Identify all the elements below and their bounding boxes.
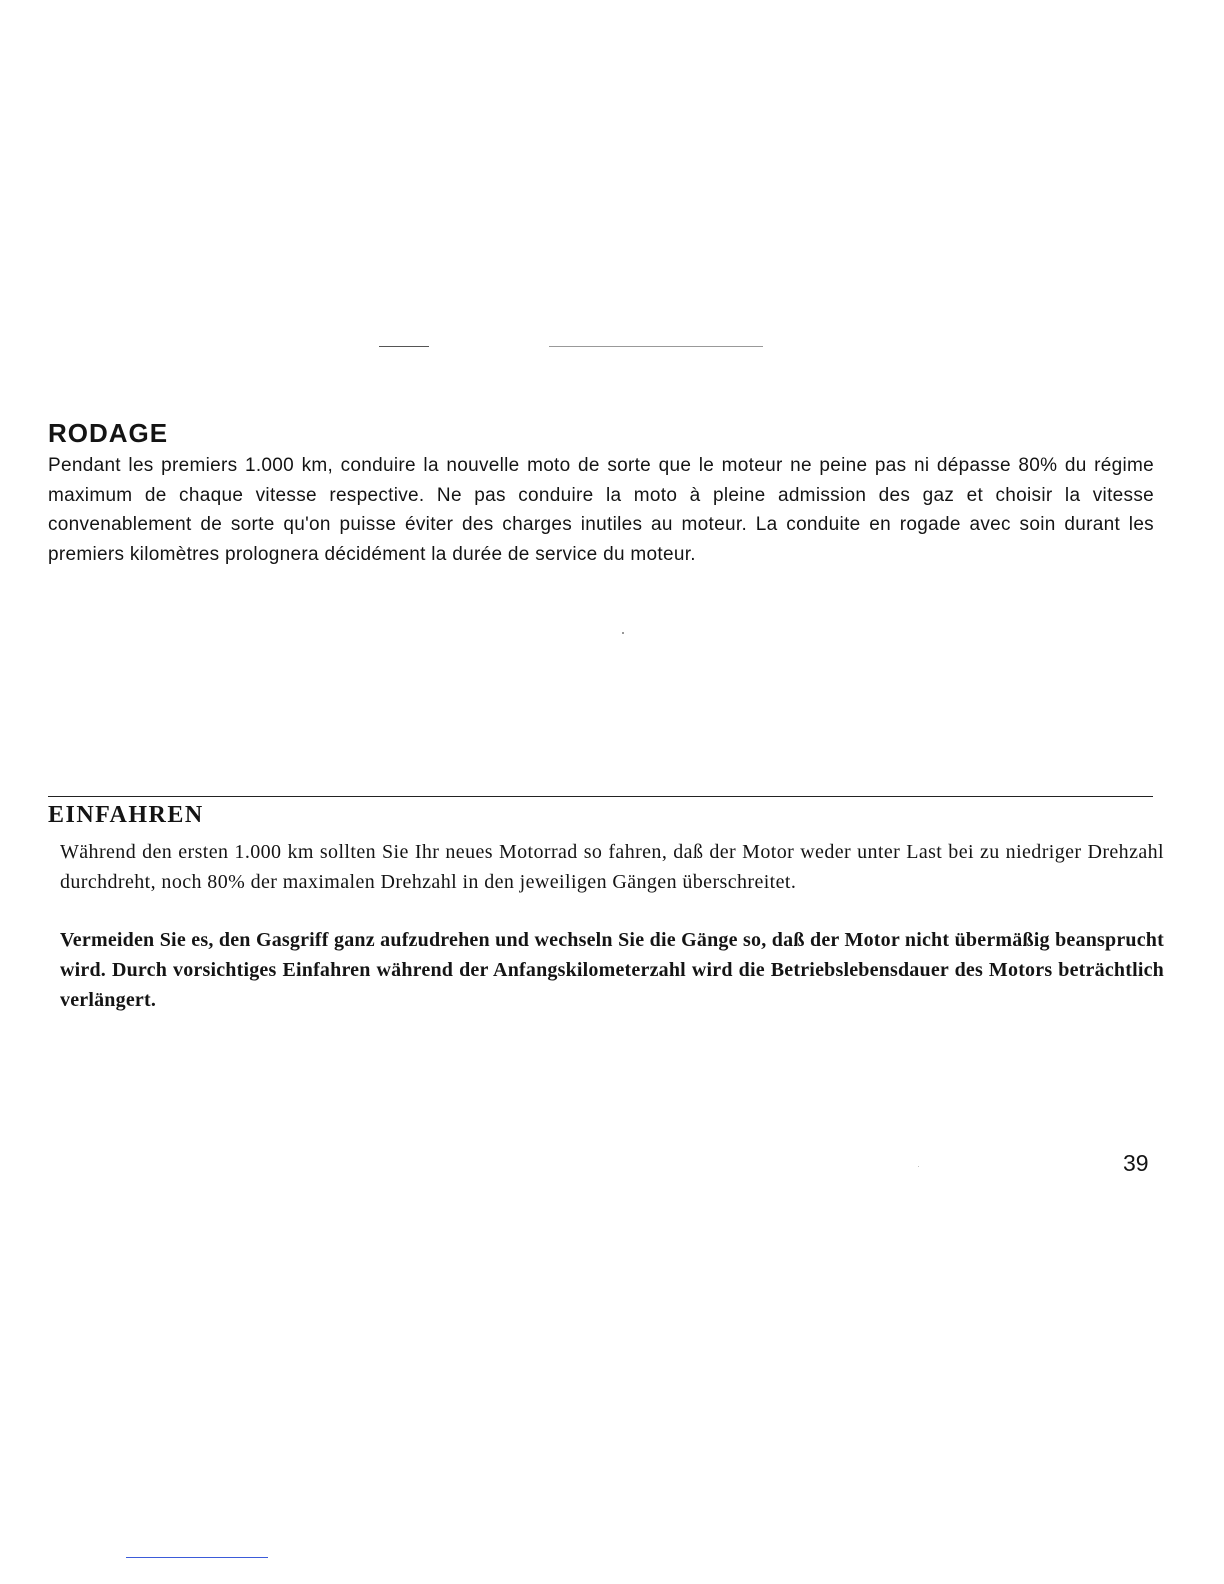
paragraph-einfahren: Während den ersten 1.000 km sollten Sie Ihr neues Motorrad so fahren, daß der Motor weder unter Last bei zu niedriger Drehzahl durchdreht, noch 80% der maximalen Drehzahl in den jeweiligen Gängen überschreitet. [60, 841, 1164, 893]
section-title-einfahren: EINFAHREN [48, 802, 204, 828]
paragraph-rodage: Pendant les premiers 1.000 km, conduire la nouvelle moto de sorte que le moteur ne peine pas ni dépasse 80% du régime maximum de chaque vitesse respective. Ne pas conduire la moto à pleine admission des gaz et choisir la vitesse convenablement de sorte qu'on puisse éviter des charges inutiles au moteur. La conduite en rogade avec soin durant les premiers kilomètres prolognera décidément la durée de service du moteur. [48, 455, 1154, 565]
bottom-rule [126, 1557, 268, 1558]
scan-speck [622, 632, 624, 634]
scan-speck [918, 1166, 919, 1167]
top-rule-long [549, 346, 763, 347]
paragraph-einfahren-bold: Vermeiden Sie es, den Gasgriff ganz aufzudrehen und wechseln Sie die Gänge so, daß der Motor nicht übermäßig beansprucht wird. Durch vorsichtiges Einfahren während der Anfangskilometerzahl wird die Betriebslebensdauer des Motors beträchtlich verlängert. [60, 929, 1164, 1011]
page-number: 39 [1123, 1150, 1149, 1176]
section-divider [48, 796, 1153, 797]
top-rule-short [379, 346, 429, 347]
section-title-rodage: RODAGE [48, 418, 169, 448]
